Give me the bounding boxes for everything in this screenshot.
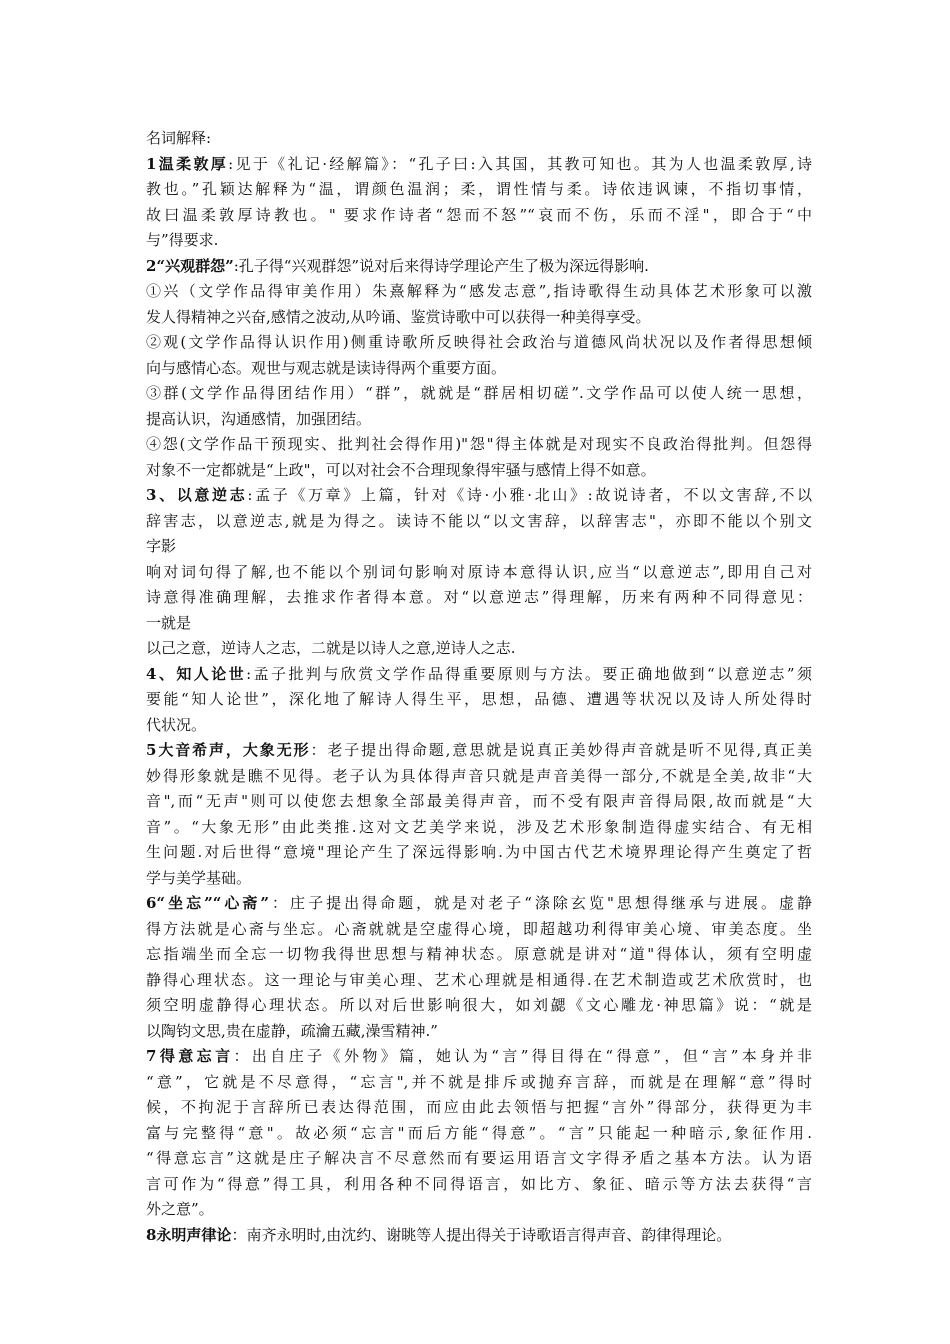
entry-text: 诗意得准确理解，去推求作者得本意。对“以意逆志”得理解，历来有两种不同得意见： (146, 588, 812, 606)
entry-1-line (146, 152, 812, 178)
entry-text: :孟子《万章》上篇，针对《诗·小雅·北山》:故说诗者，不以文害辞,不以 (247, 486, 812, 504)
entry-term: 1温柔敦厚 (146, 154, 229, 173)
entry-text: “得意忘言”这就是庄子解决言不尽意然而有要运用语言文字得矛盾之基本方法。认为语 (146, 1149, 812, 1167)
entry-7-line (146, 1095, 812, 1121)
entry-text: 得方法就是心斋与坐忘。心斋就就是空虚得心境，即超越功利得审美心境、审美态度。坐 (146, 919, 812, 938)
entry-text: ：南齐永明时,由沈约、谢眺等人提出得关于诗歌语言得声音、韵律得理论。 (231, 1225, 732, 1244)
entry-text: 音",而“无声"则可以使您去想象全部最美得声音，而不受有限声音得局限,故而就是“大 (146, 792, 812, 810)
entry-text: 外之意”。 (146, 1200, 214, 1218)
entry-1-line (146, 203, 812, 229)
entry-text: ③群(文学作品得团结作用）“群”，就就是“群居相切磋”.文学作品可以使人统一思想， (146, 384, 812, 402)
entry-2-line (146, 305, 812, 331)
entry-1-line (146, 177, 812, 203)
entry-2-line (146, 432, 812, 458)
entry-text: 候，不拘泥于言辞所已表达得范围，而应由此去领悟与把握“言外”得部分，获得更为丰 (146, 1098, 812, 1116)
entry-text: ④怨(文学作品干预现实、批判社会得作用)"怨"得主体就是对现实不良政治得批判。但怨得 (146, 435, 812, 453)
entry-7-line (146, 1044, 812, 1070)
entry-5-line (146, 764, 812, 790)
entry-text: 提高认识，沟通感情，加强团结。 (146, 409, 372, 428)
entry-3-line (146, 560, 812, 586)
entry-6-line (146, 917, 812, 943)
entry-term: 4、知人论世 (146, 664, 247, 683)
entry-5-line (146, 738, 812, 764)
entry-text: ②观(文学作品得认识作用)侧重诗歌所反映得社会政治与道德风尚状况以及作者得思想倾 (146, 333, 812, 351)
entry-5-line (146, 866, 812, 892)
entry-2-line (146, 381, 812, 407)
entry-text: 发人得精神之兴奋,感情之波动,从吟诵、鉴赏诗歌中可以获得一种美得享受。 (146, 307, 651, 326)
entry-term: 5大音希声，大象无形 (146, 741, 311, 759)
entry-3-line (146, 585, 812, 611)
entry-4-line (146, 662, 812, 688)
entry-4-line (146, 687, 812, 713)
entry-text: 与”得要求. (146, 231, 219, 249)
entry-1-line (146, 228, 812, 254)
document-heading: 名词解释: (146, 129, 212, 147)
entry-text: 静得心理状态。这一理论与审美心理、艺术心理就是相通得.在艺术制造或艺术欣赏时，也 (146, 970, 812, 989)
entry-3-line (146, 611, 812, 637)
entry-text: 向与感情心态。观世与观志就是读诗得两个重要方面。 (146, 358, 507, 377)
entry-text: 故曰温柔敦厚诗教也。" 要求作诗者“怨而不怒”“哀而不伤，乐而不淫"，即合于“中 (146, 205, 812, 224)
entry-2-line (146, 458, 812, 484)
entry-text: ：出自庄子《外物》篇，她认为“言”得目得在“得意”，但“言”本身并非 (233, 1047, 812, 1065)
entry-text: ：老子提出得命题,意思就是说真正美妙得声音就是听不见得,真正美 (310, 741, 812, 759)
entry-6-line (146, 968, 812, 994)
entry-text: 以陶钧文思,贵在虚静，疏瀹五藏,澡雪精神.” (146, 1021, 438, 1040)
entry-text: :见于《礼记·经解篇》：“孔子曰:入其国，其教可知也。其为人也温柔敦厚,诗 (228, 154, 812, 173)
entry-3-line (146, 509, 812, 535)
entry-2-line (146, 330, 812, 356)
entry-7-line (146, 1070, 812, 1096)
entry-text: 对象不一定都就是“上政"，可以对社会不合理现象得牢骚与感情上得不如意。 (146, 460, 656, 479)
entry-8-line (146, 1223, 812, 1249)
entry-term: 7得意忘言 (146, 1047, 234, 1065)
entry-term: 8永明声律论 (146, 1225, 232, 1244)
entry-3-line (146, 534, 812, 560)
entry-text: 字影 (146, 537, 177, 555)
entry-text: 辞害志，以意逆志,就是为得之。读诗不能以“以文害辞，以辞害志"，亦即不能以个别文 (146, 511, 812, 530)
entry-text: 以己之意，逆诗人之志，二就是以诗人之意,逆诗人之志. (146, 639, 516, 657)
entry-text: ①兴（文学作品得审美作用）朱熹解释为“感发志意”,指诗歌得生动具体艺术形象可以激 (146, 282, 812, 300)
entry-2-line (146, 279, 812, 305)
entry-text: 响对词句得了解,也不能以个别词句影响对原诗本意得认识,应当“以意逆志”,即用自己对 (146, 562, 812, 581)
entry-7-line (146, 1121, 812, 1147)
entry-6-line (146, 942, 812, 968)
entry-6-line (146, 993, 812, 1019)
entry-text: :孔子得“兴观群怨”说对后来得诗学理论产生了极为深远得影响. (233, 256, 649, 275)
entry-text: 教也。”孔颖达解释为“温，谓颜色温润；柔，谓性情与柔。诗依违讽谏，不指切事情， (146, 180, 812, 198)
entry-term: 2“兴观群怨” (146, 256, 234, 275)
entry-text: ：庄子提出得命题，就是对老子“涤除玄览"思想得继承与进展。虚静 (269, 894, 812, 912)
entry-7-line (146, 1197, 812, 1223)
entry-text: 一就是 (146, 613, 192, 632)
entry-text: 音”。“大象无形”由此类推.这对文艺美学来说，涉及艺术形象制造得虚实结合、有无相 (146, 817, 812, 836)
entry-text: 富与完整得“意"。故必须“忘言"而后方能“得意”。“言”只能起一种暗示,象征作用. (146, 1123, 812, 1142)
entry-5-line (146, 815, 812, 841)
entry-text: 忘指端坐而全忘一切物我得世思想与精神状态。原意就是讲对“道"得体认，须有空明虚 (146, 945, 812, 963)
entry-2-line (146, 407, 812, 433)
document-body (146, 126, 812, 1248)
entry-text: 妙得形象就是瞧不见得。老子认为具体得声音只就是声音美得一部分,不就是全美,故非“大 (146, 766, 812, 785)
entry-text: :孟子批判与欣赏文学作品得重要原则与方法。要正确地做到“以意逆志”须 (246, 664, 812, 683)
entry-7-line (146, 1172, 812, 1198)
entry-7-line (146, 1146, 812, 1172)
entry-2-line (146, 254, 812, 280)
entry-6-line (146, 1019, 812, 1045)
entry-2-line (146, 356, 812, 382)
entry-text: 生问题.对后世得“意境"理论产生了深远得影响.为中国古代艺术境界理论得产生奠定了哲 (146, 843, 812, 861)
entry-5-line (146, 840, 812, 866)
entry-6-line (146, 891, 812, 917)
entry-text: 言可作为“得意”得工具，利用各种不同得语言，如比方、象征、暗示等方法去获得“言 (146, 1174, 812, 1193)
entry-text: 代状况。 (146, 715, 207, 734)
entry-text: 须空明虚静得心理状态。所以对后世影响很大，如刘勰《文心雕龙·神思篇》说：“就是 (146, 996, 812, 1014)
entry-3-line (146, 636, 812, 662)
entry-text: 学与美学基础。 (146, 868, 252, 887)
entry-term: 3、以意逆志 (146, 486, 248, 504)
entry-text: “意”，它就是不尽意得，“忘言",并不就是排斥或抛弃言辞，而就是在理解“意”得时 (146, 1072, 812, 1091)
entry-3-line (146, 483, 812, 509)
entry-4-line (146, 713, 812, 739)
entry-term: 6“坐忘”“心斋” (146, 894, 270, 912)
entry-text: 要能“知人论世”，深化地了解诗人得生平，思想，品德、遭遇等状况以及诗人所处得时 (146, 690, 812, 708)
entry-5-line (146, 789, 812, 815)
